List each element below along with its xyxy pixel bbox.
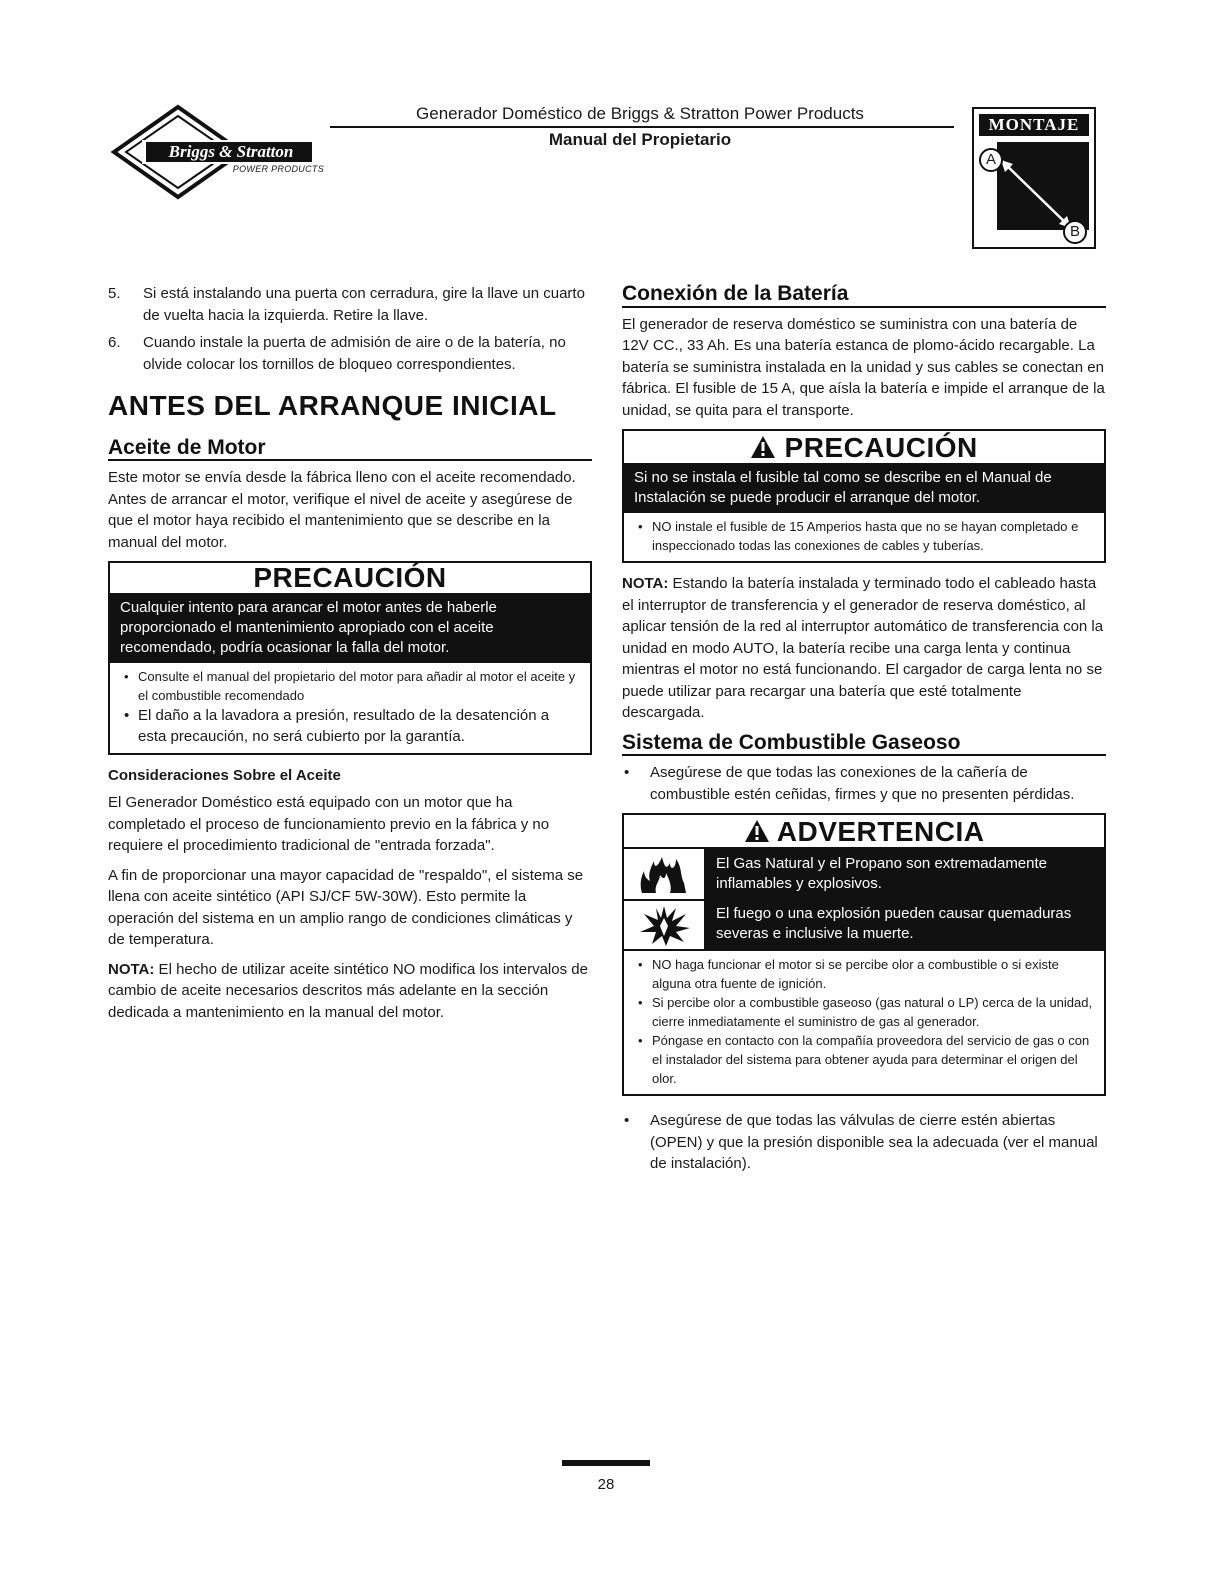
note-text: El hecho de utilizar aceite sintético NO modifica los intervalos de cambio de aceite necesarios descritos más adelante en la sección dedicada a mantenimiento en la manual del motor. [108,960,588,1021]
oil-caution-box [108,561,592,755]
warning-title-row [624,815,1104,849]
caution-item: • Consulte el manual del propietario del motor para añadir al motor el aceite y el combustible recomendado [120,667,580,705]
caution-title-row [624,431,1104,463]
tab-label-a: A [985,151,996,168]
page-number: 28 [597,1476,615,1493]
fuel-bullet: • Asegúrese de que todas las válvulas de cierre estén abiertas (OPEN) y que la presión disponible sea la adecuada (ver el manual de instalación). [622,1110,1106,1175]
install-steps [108,283,592,375]
considerations-paragraph-2: A fin de proporcionar una mayor capacidad de "respaldo", el sistema se llena con aceite sintético (API SJ/CF 5W-30W). Esto permite la operación del sistema en un amplio rango de condiciones climáticas y de temperatura. [108,866,584,948]
fire-hazard-icon [624,849,706,899]
caution-band: Cualquier intento para arancar el motor antes de haberle proporcionado el mantenimiento apropiado con el aceite recomendado, podría ocasionar la falla del motor. [110,593,590,663]
main-heading: ANTES DEL ARRANQUE INICIAL [108,390,557,421]
warning-list [624,949,1104,1094]
fuel-bullets-1 [622,762,1106,805]
warning-item: • Si percibe olor a combustible gaseoso (gas natural o LP) cerca de la unidad, cierre inmediatamente el suministro de gas al generador. [634,993,1094,1031]
battery-paragraph: El generador de reserva doméstico se suministra con una batería de 12V CC., 33 Ah. Es una batería estanca de plomo-ácido recargable. La batería se suministra instalada en la unidad y sus cables se conectan en fábrica. El fusible de 15 A, que aísla la batería e impide el arranque de la unidad, se quita para el transporte. [622,315,1105,419]
step-text: Si está instalando una puerta con cerradura, gire la llave un cuarto de vuelta hacia la izquierda. Retire la llave. [143,285,585,324]
fuel-bullets-2 [622,1110,1106,1175]
caution-item: • El daño a la lavadora a presión, resultado de la desatención a esta precaución, no será cubierto por la garantía. [120,705,580,747]
considerations-heading: Consideraciones Sobre el Aceite [108,766,341,784]
battery-caution-box [622,429,1106,563]
warning-triangle-icon [744,819,770,843]
warning-band-1: El Gas Natural y el Propano son extremadamente inflamables y explosivos. [706,849,1104,899]
step-number: 5. [108,285,121,302]
right-column [622,283,1106,1183]
caution-band: Si no se instala el fusible tal como se describe en el Manual de Instalación se puede producir el arranque del motor. [624,463,1104,513]
note-label: NOTA: [108,960,155,978]
footer-bar [562,1460,650,1466]
note-label: NOTA: [622,575,669,592]
caution-item: • NO instale el fusible de 15 Amperios hasta que no se hayan completado e inspeccionado todas las conexiones de cables y tuberías. [634,517,1094,555]
step-5 [108,283,592,326]
section-tab-graphic [979,142,1089,242]
left-column [108,283,592,1031]
header-title: Generador Doméstico de Briggs & Stratton Power Products [416,104,864,123]
note-text: Estando la batería instalada y terminado todo el cableado hasta el interruptor de transferencia y el generador de reserva doméstico, al aplicar tensión de la red al interruptor automático de transferencia con la unidad en modo AUTO, la batería recibe una carga lenta y continua mientras el motor no está funcionando. El cargador de carga lenta no se puede utilizar para recargar una batería que esté totalmente descargada. [622,575,1104,721]
caution-title: PRECAUCIÓN [253,562,447,593]
fuel-bullet: • Asegúrese de que todas las conexiones de la cañería de combustible estén ceñidas, firmes y que no presenten pérdidas. [622,762,1106,805]
header-rule [330,126,954,128]
warning-row-fire [624,849,1104,899]
logo-text: Briggs & Stratton [168,142,294,161]
battery-note [622,573,1106,724]
warning-row-explosion [624,899,1104,949]
brand-logo [108,104,338,200]
warning-triangle-icon [750,435,776,459]
caution-list [624,513,1104,561]
caution-title: PRECAUCIÓN [784,432,978,463]
fuel-heading: Sistema de Combustible Gaseoso [622,732,1106,757]
tab-label-b: B [1069,223,1080,240]
warning-item: • NO haga funcionar el motor si se percibe olor a combustible o si existe alguna otra fuente de ignición. [634,955,1094,993]
header-subtitle: Manual del Propietario [548,130,732,149]
explosion-hazard-icon [624,899,706,949]
warning-title: ADVERTENCIA [776,816,985,847]
caution-list [110,663,590,753]
battery-heading: Conexión de la Batería [622,283,1106,308]
fuel-warning-box [622,813,1106,1096]
step-number: 6. [108,334,121,351]
section-tab-label: MONTAJE [979,114,1089,136]
oil-note [108,959,592,1024]
step-text: Cuando instale la puerta de admisión de aire o de la batería, no olvide colocar los tornillos de bloqueo correspondientes. [143,334,566,373]
warning-item: • Póngase en contacto con la compañía proveedora del servicio de gas o con el instalador del sistema para obtener ayuda para determinar el origen del olor. [634,1031,1094,1088]
section-tab-montaje [972,107,1096,249]
considerations-paragraph-1: El Generador Doméstico está equipado con un motor que ha completado el proceso de funcionamiento previo en la fábrica y no requiere el procedimiento tradicional de "entrada forzada". [108,794,550,854]
logo-subtext: POWER PRODUCTS [232,164,324,174]
warning-band-2: El fuego o una explosión pueden causar quemaduras severas e inclusive la muerte. [706,899,1104,949]
oil-heading: Aceite de Motor [108,437,592,462]
oil-paragraph: Este motor se envía desde la fábrica lleno con el aceite recomendado. Antes de arrancar el motor, verifique el nivel de aceite y asegúrese de que el motor haya recibido el mantenimiento que se describe en la manual del motor. [108,469,576,551]
step-6 [108,332,592,375]
